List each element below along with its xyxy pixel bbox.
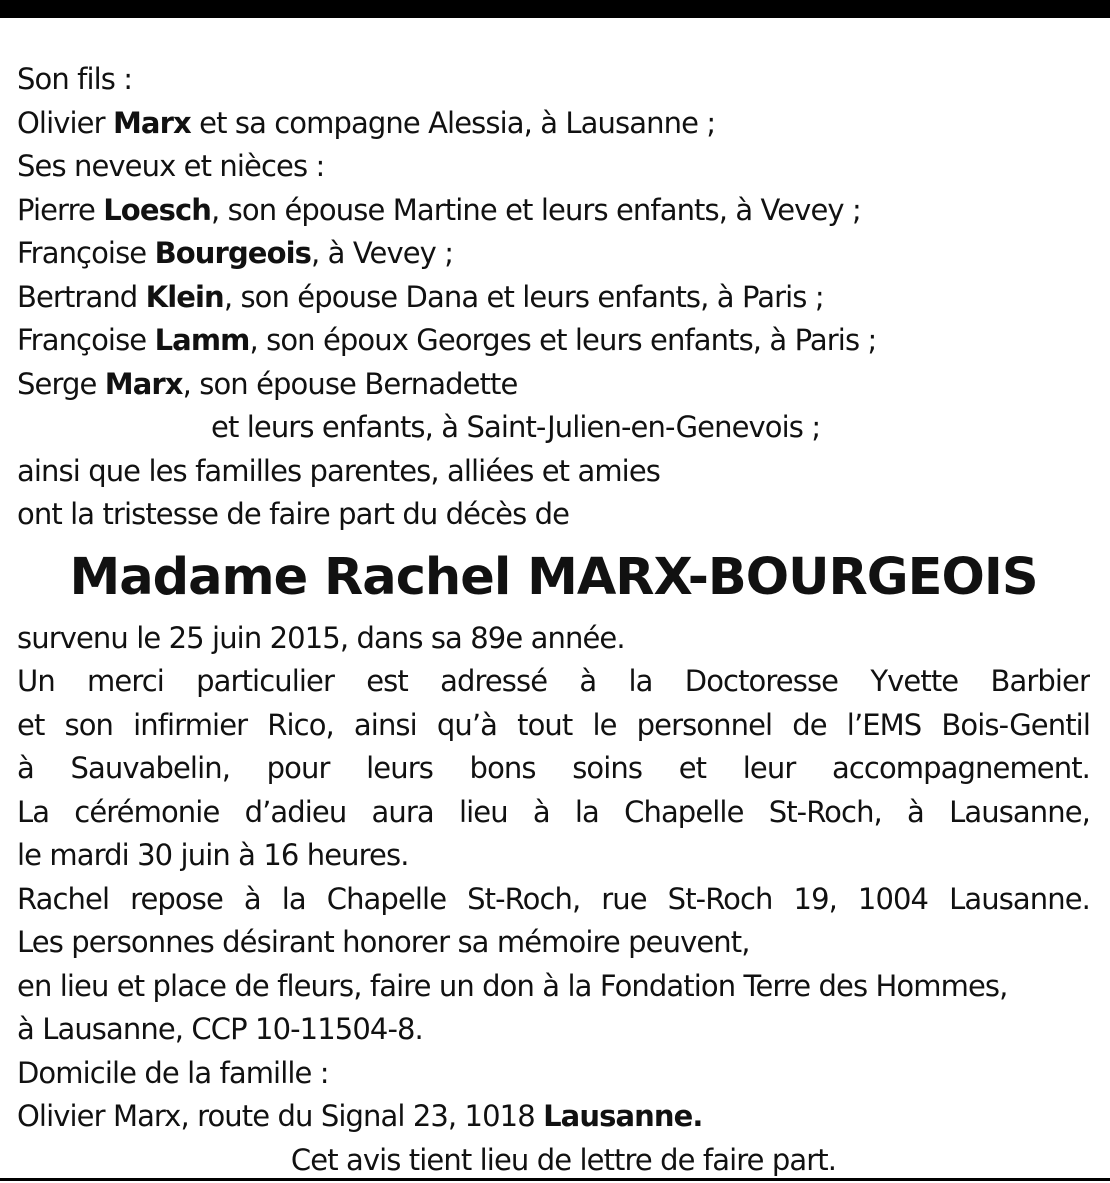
relative-surname: Bourgeois xyxy=(154,236,312,270)
son-line xyxy=(17,102,1090,146)
obituary-notice xyxy=(17,58,1090,1182)
relative-first-name: Serge xyxy=(17,366,97,401)
relative-surname: Lamm xyxy=(154,323,250,357)
son-details: et sa compagne Alessia, à Lausanne ; xyxy=(199,105,716,140)
donation-line: à Lausanne, CCP 10-11504-8. xyxy=(17,1012,423,1046)
relative-surname: Loesch xyxy=(103,192,211,227)
son-first-name: Olivier xyxy=(17,105,105,140)
thanks-line: à Sauvabelin, pour leurs bons soins et leur accompagnement. xyxy=(17,751,1090,785)
relative-details: , son époux Georges et leurs enfants, à Paris ; xyxy=(249,323,877,357)
relative-line xyxy=(17,319,1090,363)
announcement-line: ont la tristesse de faire part du décès de xyxy=(17,497,570,531)
domicile-line xyxy=(17,1095,1090,1139)
deceased-name: Madame Rachel MARX-BOURGEOIS xyxy=(69,547,1038,607)
relative-line xyxy=(17,189,1090,233)
relative-surname: Klein xyxy=(145,279,224,314)
son-surname: Marx xyxy=(112,105,191,140)
relative-details: , son épouse Bernadette xyxy=(182,366,518,401)
relative-line xyxy=(17,363,1090,407)
relative-first-name: Françoise xyxy=(17,323,147,357)
relative-first-name: Bertrand xyxy=(17,279,138,314)
domicile-heading: Domicile de la famille : xyxy=(17,1055,329,1090)
thanks-line: Un merci particulier est adressé à la Doctoresse Yvette Barbier xyxy=(17,664,1090,698)
relative-first-name: Pierre xyxy=(17,192,95,227)
relative-details: , son épouse Martine et leurs enfants, à Vevey ; xyxy=(211,192,861,227)
relative-details: , à Vevey ; xyxy=(311,236,454,270)
son-heading: Son fils : xyxy=(17,62,133,96)
rest-place-line: Rachel repose à la Chapelle St-Roch, rue St-Roch 19, 1004 Lausanne. xyxy=(17,881,1090,916)
death-date-line: survenu le 25 juin 2015, dans sa 89e année. xyxy=(17,620,625,655)
bottom-rule xyxy=(0,1178,1110,1181)
closing-line: Cet avis tient lieu de lettre de faire part. xyxy=(290,1142,837,1177)
thanks-line: et son infirmier Rico, ainsi qu’à tout le personnel de l’EMS Bois-Gentil xyxy=(17,707,1090,742)
relative-first-name: Françoise xyxy=(17,236,147,270)
families-line: ainsi que les familles parentes, alliées et amies xyxy=(17,453,660,488)
top-rule xyxy=(0,0,1110,18)
domicile-address: Olivier Marx, route du Signal 23, 1018 xyxy=(17,1099,535,1133)
donation-line: Les personnes désirant honorer sa mémoire peuvent, xyxy=(17,925,750,959)
relative-surname: Marx xyxy=(104,366,183,401)
relative-details: , son épouse Dana et leurs enfants, à Paris ; xyxy=(223,279,824,314)
relative-continuation: et leurs enfants, à Saint-Julien-en-Genevois ; xyxy=(211,410,821,444)
domicile-city: Lausanne. xyxy=(543,1099,703,1133)
ceremony-line: La cérémonie d’adieu aura lieu à la Chapelle St-Roch, à Lausanne, xyxy=(17,794,1090,829)
relative-line xyxy=(17,232,1090,276)
donation-line: en lieu et place de fleurs, faire un don à la Fondation Terre des Hommes, xyxy=(17,968,1008,1003)
ceremony-time: le mardi 30 juin à 16 heures. xyxy=(17,838,409,872)
relative-line xyxy=(17,276,1090,320)
nephews-heading: Ses neveux et nièces : xyxy=(17,149,325,183)
